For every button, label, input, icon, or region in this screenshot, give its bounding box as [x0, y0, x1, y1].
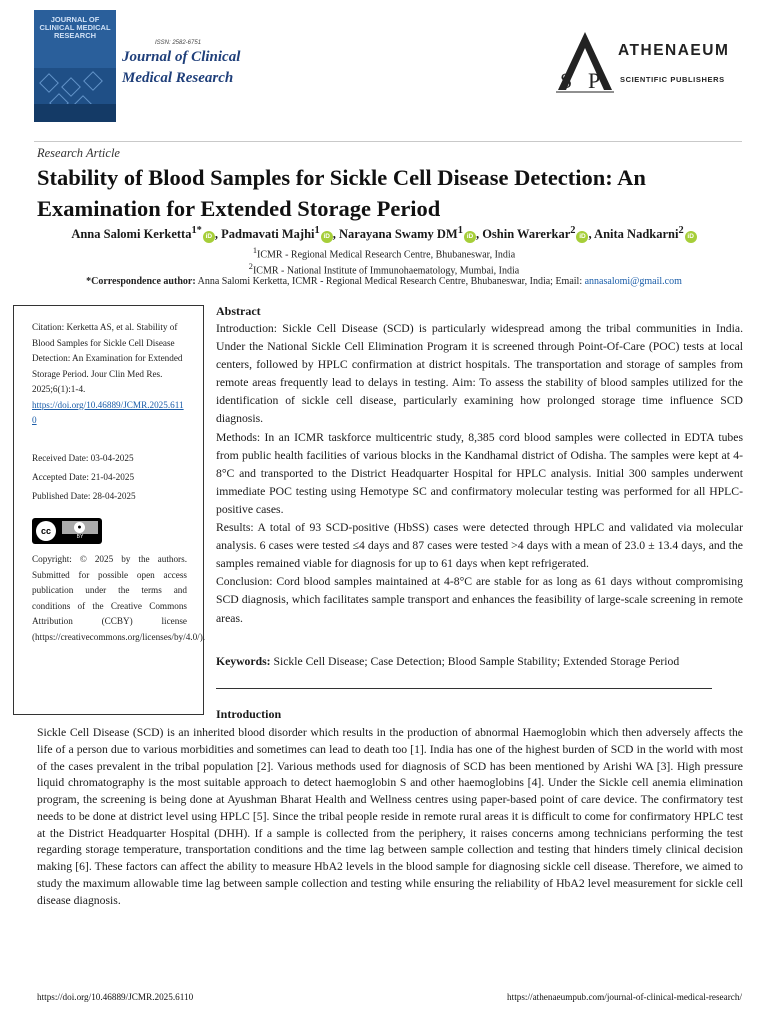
keywords-text: Sickle Cell Disease; Case Detection; Blood Sample Stability; Extended Storage Period [273, 655, 680, 668]
dates-block [32, 451, 187, 505]
article-type: Research Article [37, 146, 120, 160]
article-title: Stability of Blood Samples for Sickle Cell Disease Detection: An Examination for Extended Storage Period [37, 165, 646, 221]
orcid-icon[interactable]: iD [685, 231, 697, 243]
affiliation-sup: 1 [252, 246, 258, 255]
abstract-heading: Abstract [216, 304, 261, 318]
abstract-methods: Methods: In an ICMR taskforce multicentric study, 8,385 cord blood samples were collected in EDTA tubes from public health facilities of various blocks in the Kandhamal district of Odisha. The samples were kept at 4-8°C and transported to the District Headquarter Hospital for HPLC analysis. Initial 300 samples underwent immediate POC testing using Hemotype SC and confirmatory molecular testing was performed for all HPLC-positive cases. [216, 430, 743, 516]
header-divider [34, 141, 742, 142]
correspondence-text: Anna Salomi Kerketta, ICMR - Regional Medical Research Centre, Bhubaneswar, India; Email: [197, 276, 583, 287]
orcid-icon[interactable]: iD [203, 231, 215, 243]
keywords [216, 655, 751, 668]
author-sup: 1 [314, 225, 320, 236]
orcid-icon[interactable]: iD [321, 231, 333, 243]
abstract-conclusion: Conclusion: Cord blood samples maintained at 4-8°C are stable for as long as 61 days without compromising SCD diagnosis, which facilitates sample transport and enhances the feasibility of large-scale screening in remote areas. [216, 575, 743, 625]
doi-link[interactable]: https://doi.org/10.46889/JCMR.2025.6110 [32, 399, 184, 425]
author-list: Anna Salomi Kerketta$^{1*}$iD , Padmavati Majhi$^1$iD , Narayana Swamy $DM^1iD$ , Oshin Warerkar$^2$iD , Anita Nadkarni$^2$iD [0, 225, 768, 243]
affiliation-2 [0, 262, 768, 276]
correspondence-label: *Correspondence author: [86, 276, 196, 287]
person-icon: ● [74, 522, 85, 533]
cc-by-license-icon[interactable] [32, 518, 102, 544]
svg-text:P: P [588, 68, 601, 93]
citation-sidebar [13, 305, 204, 715]
journal-name-line2: Medical Research [122, 70, 234, 86]
affiliation-text: ICMR - National Institute of Immunohaematology, Mumbai, India [252, 265, 520, 277]
journal-cover-image [34, 10, 116, 122]
journal-name [122, 47, 240, 89]
author-sup: 1* [191, 225, 202, 236]
abstract-introduction: Introduction: Sickle Cell Disease (SCD) is particularly widespread among the tribal communities in India. Under the National Sickle Cell Elimination Program it is screened through Point-Of-Care (POC) tests at local centers, followed by HPLC confirmation at district hospitals. The transportation and storage of samples from remote areas frequently lead to delays in testing. Aim: To assess the stability of blood samples utilized for the identification of sickle cell disease, particularly examining how prolonged storage time influence SCD diagnosis. [216, 322, 743, 426]
orcid-icon[interactable]: iD [464, 231, 476, 243]
abstract-results: Results: A total of 93 SCD-positive (HbSS) cases were detected through HPLC and validated via molecular analysis. 6 cases were tested ≤4 days and 87 cases were tested >4 days with a mean of 23.0 ± 13.4 days, and the samples remained viable for diagnosis for up to 61 days when kept refrigerated. [216, 521, 743, 571]
published-date: Published Date: 28-04-2025 [32, 490, 136, 501]
cc-icon: cc [36, 521, 56, 541]
publisher-subtitle: SCIENTIFIC PUBLISHERS [620, 75, 725, 84]
author-name[interactable]: Oshin Warerkar [482, 227, 571, 242]
cover-title: JOURNAL OF CLINICAL MEDICAL RESEARCH [39, 15, 111, 40]
publisher-name: ATHENAEUM [618, 42, 730, 59]
introduction-text: Sickle Cell Disease (SCD) is an inherited blood disorder which results in the production of abnormal Haemoglobin which then adversely affects the life of a person due to various morbidities and sometimes can lead to death too [1]. India has one of the highest burden of SCD in the world with most of the cases prevalent in the tribal population [2]. Various methods used for diagnosis of SCD has been mentioned by Arishi WA [3]. High pressure liquid chromatography is the most suitable approach to detect haemoglobin S and other haemoglobins [4]. Under the Sickle cell anemia elimination program, the screening is being done at Ayushman Bharat Health and Wellness centres using paper-based point of care device. The confirmatory test needs to be done at district level using HPLC [5]. Since the tribal people reside in remote rural areas it is difficult to come for confirmatory HPLC test at the District Headquarter Hospital (DHH). If a sample is collected from the periphery, it raises concerns among technicians performing the test regarding storage temperature, transportation conditions and the time lag between sample collection and testing that hinders timely clinical decision making [6]. These factors can affect the ability to measure HbA2 levels in the blood sample for diagnosing sickle cell disease. Therefore, we aimed to study the maximum allowable time lag between sample collection and testing while ensuring the reliability of HbA2 level measurement for sickle cell disease diagnosis. [37, 726, 743, 907]
accepted-date: Accepted Date: 21-04-2025 [32, 471, 135, 482]
author-sup: 2 [678, 225, 684, 236]
author-name[interactable]: Anna Salomi Kerketta [71, 227, 192, 242]
keywords-label: Keywords: [216, 655, 271, 668]
author-sup: 2 [570, 225, 576, 236]
publisher-logo [552, 28, 752, 96]
correspondence [0, 276, 768, 287]
correspondence-email-link[interactable]: annasalomi@gmail.com [584, 276, 682, 287]
author-name[interactable]: Padmavati Majhi [221, 227, 315, 242]
author-name[interactable]: Anita Nadkarni [594, 227, 679, 242]
affiliation-text: ICMR - Regional Medical Research Centre, Bhubaneswar, India [257, 249, 516, 261]
svg-text:S: S [560, 68, 573, 93]
journal-name-line1: Journal of Clinical [122, 49, 241, 65]
introduction-heading: Introduction [216, 707, 282, 721]
citation-text: Citation: Kerketta AS, et al. Stability of Blood Samples for Sickle Cell Disease Detection: An Examination for Extended Storage Period. Jour Clin Med Res. 2025;6(1):1-4. [32, 322, 183, 394]
author-sup: 1 [457, 225, 463, 236]
received-date: Received Date: 03-04-2025 [32, 452, 134, 463]
footer-doi-link[interactable]: https://doi.org/10.46889/JCMR.2025.6110 [37, 992, 194, 1002]
abstract-section [216, 303, 743, 628]
affiliation-sup: 2 [248, 262, 253, 271]
copyright-text: Copyright: © 2025 by the authors. Submitted for possible open access publication under the terms and conditions of the Creative Commons Attribution (CCBY) license (https://creativecommons.org/licenses/by/4.0/). [32, 554, 206, 642]
affiliation-1 [0, 246, 768, 260]
by-label: BY [62, 534, 98, 541]
footer-journal-link[interactable]: https://athenaeumpub.com/journal-of-clinical-medical-research/ [507, 992, 742, 1002]
athenaeum-logo-icon [552, 28, 622, 96]
author-name[interactable]: Narayana Swamy DM [338, 227, 458, 242]
abstract-divider [216, 688, 712, 689]
issn: ISSN: 2582-6751 [155, 40, 202, 46]
orcid-icon[interactable]: iD [576, 231, 588, 243]
